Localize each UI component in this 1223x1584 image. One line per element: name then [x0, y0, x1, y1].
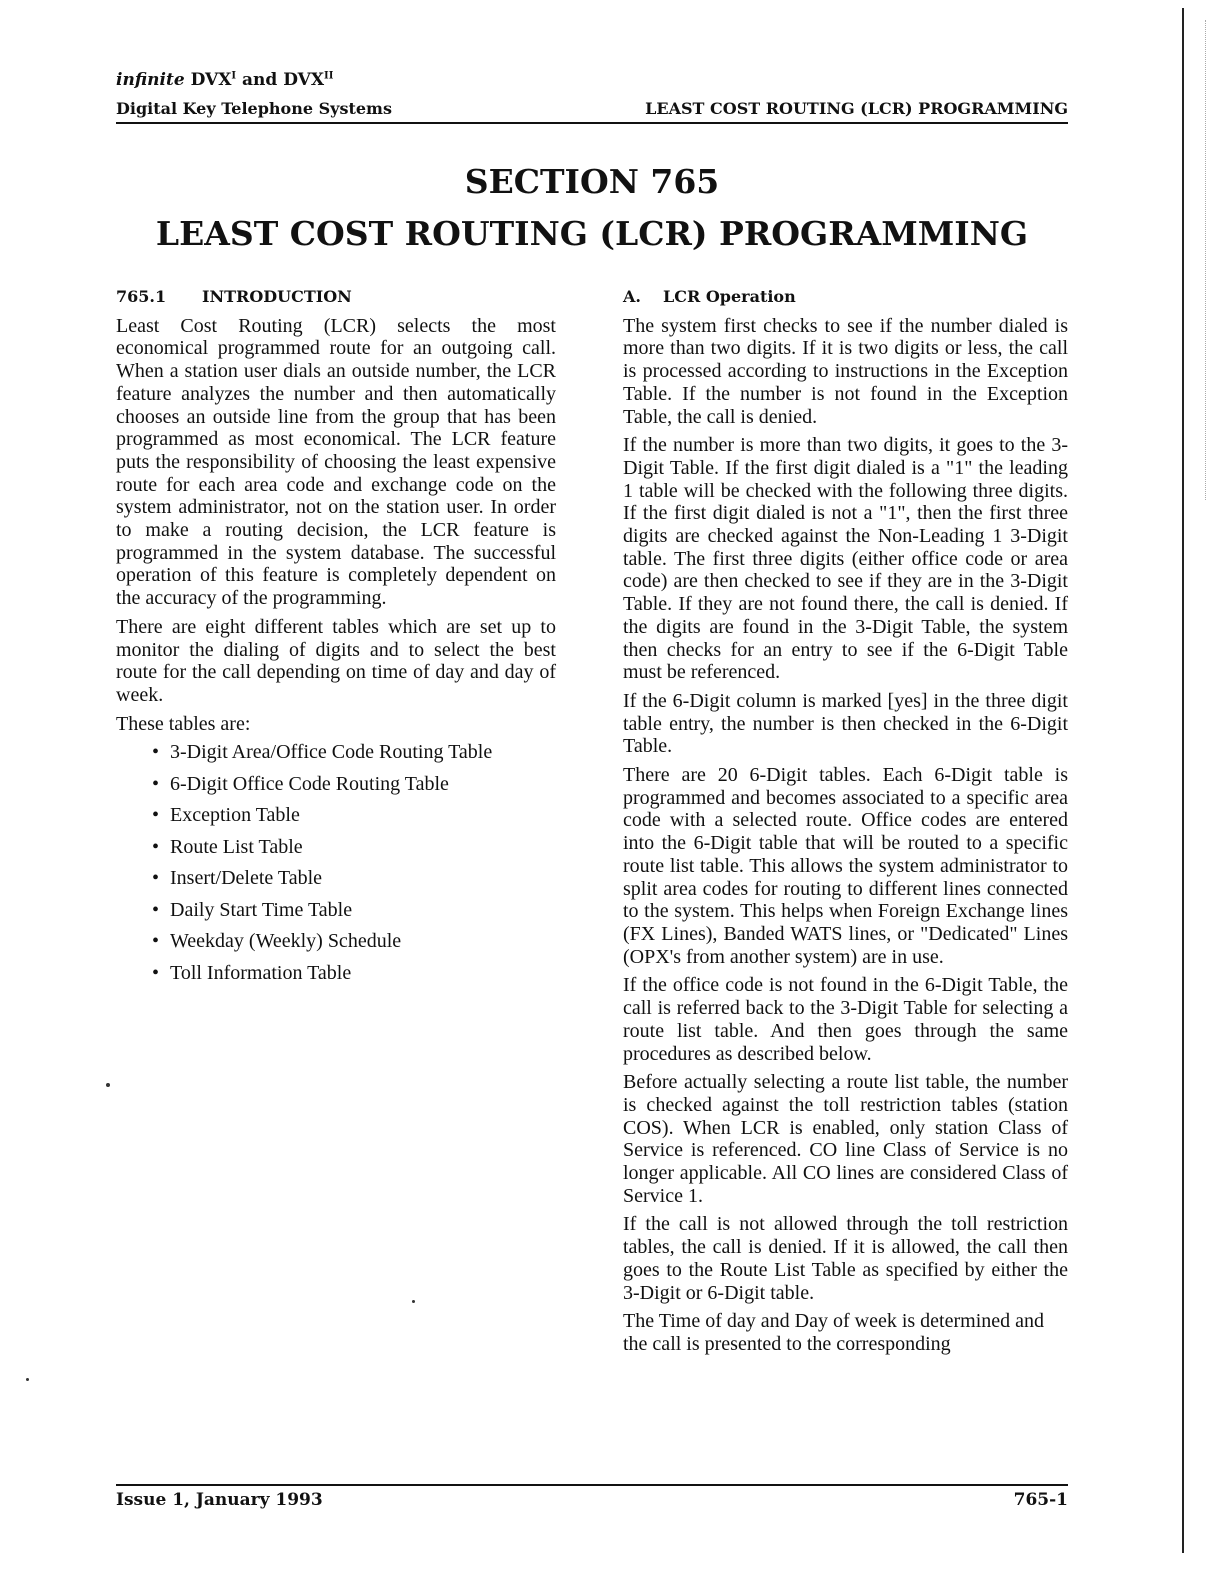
- paragraph: Before actually selecting a route list table, the number is checked against the toll restriction tables (station COS). When LCR is enabled, only station Class of Service is referenced. CO line Class of Service is no longer applicable. All CO lines are considered Class of Service 1.: [623, 1071, 1068, 1207]
- product-sup1: I: [231, 70, 237, 82]
- scan-speck: [106, 1083, 110, 1087]
- tables-lead: These tables are:: [116, 712, 251, 735]
- right-column: [623, 286, 1068, 1362]
- paragraph: The system first checks to see if the number dialed is more than two digits. If it is two digits or less, the call is processed according to instructions in the Exception Table. If the number is not found in the Exception Table, the call is denied.: [623, 314, 1068, 428]
- section-subtitle: LEAST COST ROUTING (LCR) PROGRAMMING: [155, 214, 1029, 253]
- paragraph: If the office code is not found in the 6-Digit Table, the call is referred back to the 3-Digit Table for selecting a route list table. And then goes through the same procedures as described below.: [623, 974, 1068, 1065]
- product-sup2: II: [324, 70, 334, 82]
- scan-speck: [26, 1378, 29, 1381]
- operation-heading: [623, 286, 1068, 309]
- product-italic: infinite: [116, 70, 185, 90]
- scan-speck: [412, 1300, 415, 1303]
- page-header: [116, 70, 1068, 118]
- heading-text: INTRODUCTION: [202, 287, 352, 306]
- paragraph: If the number is more than two digits, it goes to the 3-Digit Table. If the first digit dialed is a "1" the leading 1 table will be checked with the following three digits. If the first digit dialed is not a "1", then the first three digits are checked against the Non-Leading 1 3-Digit table. The first three digits (either office code or area code) are then checked to see if they are in the 3-Digit Table. If they are not found there, the call is denied. If the digits are found in the 3-Digit Table, the system then checks for an entry to see if the 6-Digit Table must be referenced.: [623, 434, 1068, 684]
- header-rule: [116, 122, 1068, 124]
- page-number: 765-1: [1013, 1490, 1068, 1510]
- page-footer: [116, 1490, 1068, 1510]
- issue-date: Issue 1, January 1993: [116, 1490, 323, 1510]
- scan-artifact: [1205, 20, 1207, 500]
- list-item: • Route List Table: [152, 836, 556, 859]
- intro-heading: [116, 286, 556, 309]
- list-item: • Daily Start Time Table: [152, 899, 556, 922]
- list-item: • 3-Digit Area/Office Code Routing Table: [152, 741, 556, 764]
- section-title: SECTION 765: [464, 162, 720, 201]
- heading-number: 765.1: [116, 287, 167, 306]
- heading-text: LCR Operation: [663, 287, 796, 306]
- product-and: and: [242, 70, 278, 90]
- product-dvx2: DVX: [283, 70, 325, 90]
- footer-rule: [116, 1484, 1068, 1486]
- list-item: • Insert/Delete Table: [152, 867, 556, 890]
- list-item: • Weekday (Weekly) Schedule: [152, 930, 556, 953]
- tables-paragraph: There are eight different tables which are set up to monitor the dialing of digits and to select the best route for the call depending on time of day and day of week.: [116, 615, 556, 706]
- list-item: • 6-Digit Office Code Routing Table: [152, 773, 556, 796]
- header-section-name: LEAST COST ROUTING (LCR) PROGRAMMING: [645, 99, 1068, 118]
- paragraph: The Time of day and Day of week is determined and the call is presented to the corresponding: [623, 1310, 1045, 1355]
- tables-list: [116, 741, 556, 984]
- paragraph: If the call is not allowed through the toll restriction tables, the call is denied. If it is allowed, the call then goes to the Route List Table as specified by either the 3-Digit or 6-Digit table.: [623, 1213, 1068, 1304]
- list-item: • Exception Table: [152, 804, 556, 827]
- list-item: • Toll Information Table: [152, 962, 556, 985]
- paragraph: If the 6-Digit column is marked [yes] in the three digit table entry, the number is then checked in the 6-Digit Table.: [623, 689, 1068, 758]
- margin-line: [1182, 8, 1184, 1553]
- product-line: [116, 70, 1068, 94]
- paragraph: There are 20 6-Digit tables. Each 6-Digit table is programmed and becomes associated to a specific area code with a selected route. Office codes are entered into the 6-Digit table that will be routed to a specific route list table. This allows the system administrator to split area codes for routing to different lines connected to the system. This helps when Foreign Exchange lines (FX Lines), Banded WATS lines, or "Dedicated" Lines (OPX's from another system) are in use.: [623, 764, 1068, 968]
- left-column: [116, 286, 556, 993]
- header-subtitle: Digital Key Telephone Systems: [116, 99, 392, 118]
- heading-letter: A.: [623, 287, 641, 306]
- intro-paragraph: Least Cost Routing (LCR) selects the most economical programmed route for an outgoing call. When a station user dials an outside number, the LCR feature analyzes the number and then automatically chooses an outside line from the group that has been programmed as most economical. The LCR feature puts the responsibility of choosing the least expensive route for each area code and exchange code on the system administrator, not on the station user. In order to make a routing decision, the LCR feature is programmed in the system database. The successful operation of this feature is completely dependent on the accuracy of the programming.: [116, 314, 556, 610]
- product-dvx1: DVX: [190, 70, 232, 90]
